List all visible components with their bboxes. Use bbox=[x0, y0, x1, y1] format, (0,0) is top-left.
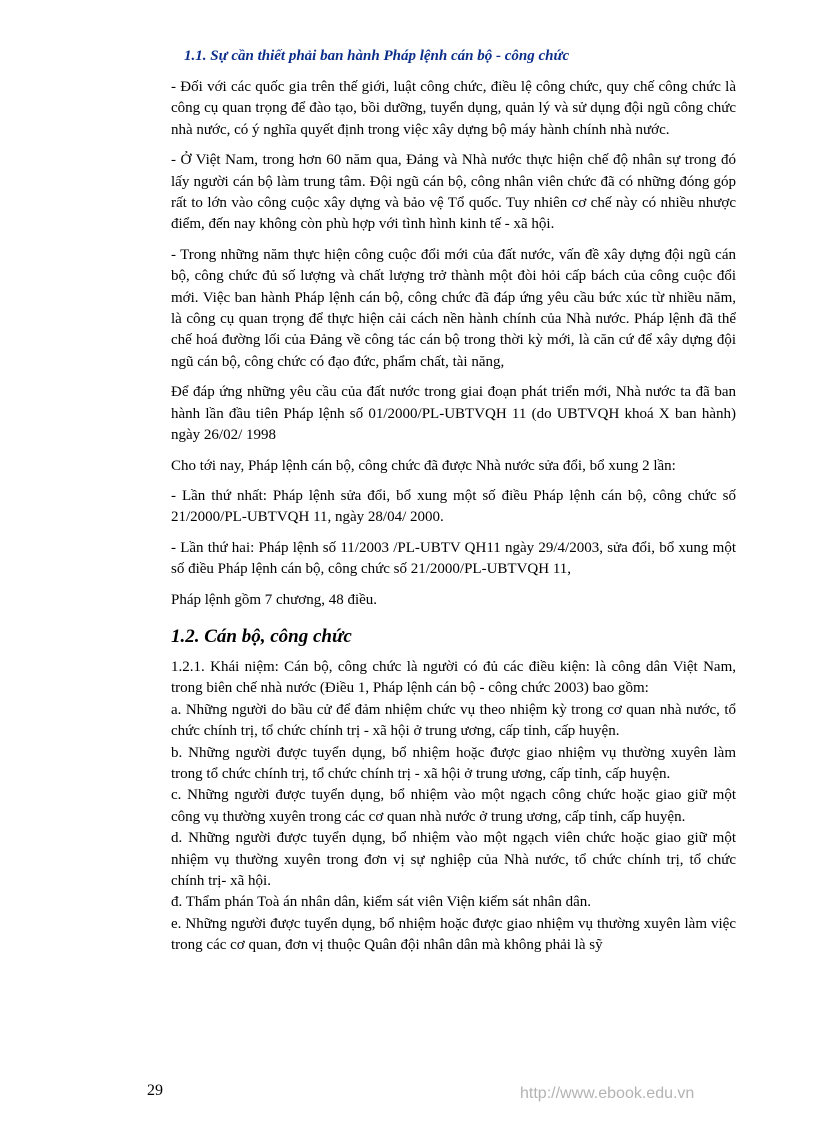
document-page bbox=[171, 46, 736, 957]
source-url-watermark: http://www.ebook.edu.vn bbox=[520, 1085, 695, 1102]
list-item: đ. Thẩm phán Toà án nhân dân, kiểm sát viên Viện kiểm sát nhân dân. bbox=[171, 894, 592, 911]
paragraph: - Ở Việt Nam, trong hơn 60 năm qua, Đảng và Nhà nước thực hiện chế độ nhân sự trong đó lấy người cán bộ làm trung tâm. Đội ngũ cán bộ, công nhân viên chức đã có những đóng góp rất to lớn vào công cuộc xây dựng và bảo vệ Tổ quốc. Tuy nhiên cơ chế này có nhiều nhược điểm, đến nay không còn phù hợp với tình hình kinh tế - xã hội. bbox=[171, 152, 736, 233]
paragraph: - Trong những năm thực hiện công cuộc đổi mới của đất nước, vấn đề xây dựng đội ngũ cán bộ, công chức đủ số lượng và chất lượng trở thành một đòi hỏi cấp bách của công cuộc đổi mới. Việc ban hành Pháp lệnh cán bộ, công chức đã đáp ứng yêu cầu bức xúc từ nhiều năm, là công cụ quan trọng để thực hiện cải cách nền hành chính của Nhà nước. Pháp lệnh đã thể chế hoá đường lối của Đảng về công tác cán bộ trong thời kỳ mới, là căn cứ để xây dựng đội ngũ cán bộ, công chức có đạo đức, phẩm chất, tài năng, bbox=[171, 246, 736, 370]
paragraph: - Lần thứ nhất: Pháp lệnh sửa đổi, bổ xung một số điều Pháp lệnh cán bộ, công chức số 21/2000/PL-UBTVQH 11, ngày 28/04/ 2000. bbox=[171, 487, 736, 526]
definition-list bbox=[171, 657, 736, 957]
list-item: c. Những người được tuyển dụng, bổ nhiệm vào một ngạch công chức hoặc giao giữ một công vụ thường xuyên trong các cơ quan nhà nước ở trung ương, cấp tỉnh, cấp huyện. bbox=[171, 787, 736, 825]
list-item: d. Những người được tuyển dụng, bổ nhiệm vào một ngạch viên chức hoặc giao giữ một nhiệm vụ thường xuyên trong đơn vị sự nghiệp của Nhà nước, tổ chức chính trị, tổ chức chính trị- xã hội. bbox=[171, 830, 736, 889]
paragraph: - Đối với các quốc gia trên thế giới, luật công chức, điều lệ công chức, quy chế công chức là công cụ quan trọng để đào tạo, bồi dưỡng, tuyển dụng, quản lý và sử dụng đội ngũ công chức nhà nước, có ý nghĩa quyết định trong việc xây dựng bộ máy hành chính nhà nước. bbox=[171, 79, 736, 138]
paragraph: Để đáp ứng những yêu cầu của đất nước trong giai đoạn phát triển mới, Nhà nước ta đã ban hành lần đầu tiên Pháp lệnh số 01/2000/PL-UBTVQH 11 (do UBTVQH khoá X ban hành) ngày 26/02/ 1998 bbox=[171, 384, 736, 444]
list-item: b. Những người được tuyển dụng, bổ nhiệm hoặc được giao nhiệm vụ thường xuyên làm trong tổ chức chính trị, tổ chức chính trị - xã hội ở trung ương, cấp tỉnh, cấp huyện. bbox=[171, 744, 736, 782]
page-number: 29 bbox=[147, 1082, 163, 1099]
list-item: 1.2.1. Khái niệm: Cán bộ, công chức là người có đủ các điều kiện: là công dân Việt Nam, trong biên chế nhà nước (Điều 1, Pháp lệnh cán bộ - công chức 2003) bao gồm: bbox=[171, 658, 736, 697]
paragraph: Cho tới nay, Pháp lệnh cán bộ, công chức đã được Nhà nước sửa đổi, bổ xung 2 lần: bbox=[171, 457, 676, 474]
list-item: a. Những người do bầu cử để đảm nhiệm chức vụ theo nhiệm kỳ trong cơ quan nhà nước, tổ chức chính trị, tổ chức chính trị - xã hội ở trung ương, cấp tỉnh, cấp huyện. bbox=[171, 701, 736, 740]
paragraph: - Lần thứ hai: Pháp lệnh số 11/2003 /PL-UBTV QH11 ngày 29/4/2003, sửa đổi, bổ xung một số điều Pháp lệnh cán bộ, công chức số 21/2000/PL-UBTVQH 11, bbox=[171, 539, 736, 578]
list-item: e. Những người được tuyển dụng, bổ nhiệm hoặc được giao nhiệm vụ thường xuyên làm việc trong các cơ quan, đơn vị thuộc Quân đội nhân dân mà không phải là sỹ bbox=[171, 915, 736, 954]
section-heading-1-2: 1.2. Cán bộ, công chức bbox=[171, 625, 352, 647]
section-heading-1-1: 1.1. Sự cần thiết phải ban hành Pháp lệnh cán bộ - công chức bbox=[184, 48, 570, 64]
paragraph: Pháp lệnh gồm 7 chương, 48 điều. bbox=[171, 591, 378, 608]
